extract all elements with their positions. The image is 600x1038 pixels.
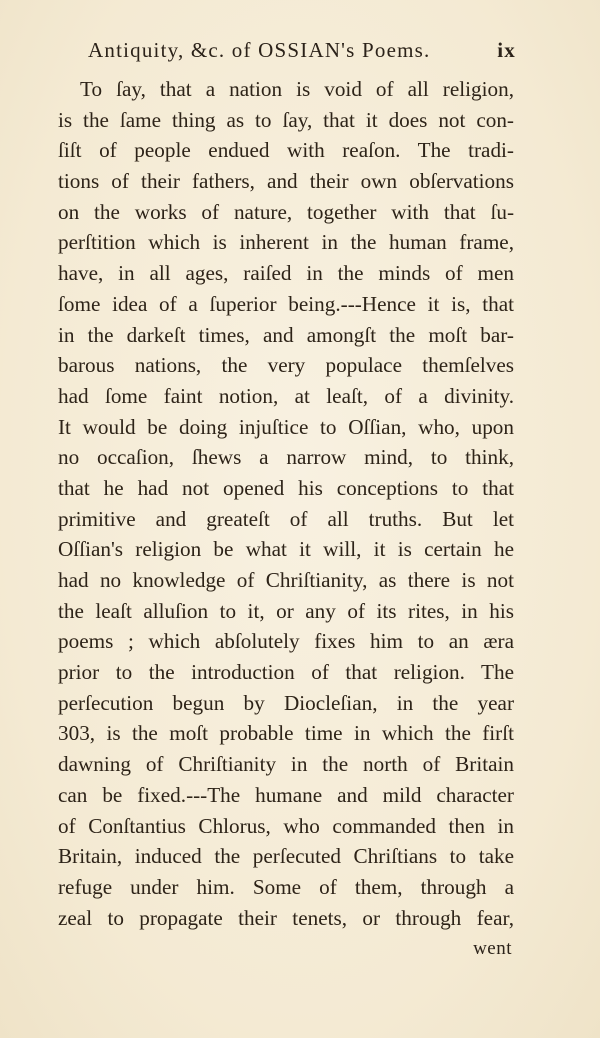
text-line: It would be doing injuſtice to Oſſian, who, upon [58, 414, 514, 439]
text-line: in the darkeſt times, and amongſt the moſt bar- [58, 322, 514, 347]
text-line: is the ſame thing as to ſay, that it does not con- [58, 107, 514, 132]
text-line: barous nations, the very populace themſelves [58, 353, 514, 378]
text-line: poems ; which abſolutely fixes him to an æra [58, 629, 514, 654]
text-line: refuge under him. Some of them, through a [58, 874, 514, 899]
text-line: on the works of nature, together with that ſu- [58, 199, 514, 224]
text-line: have, in all ages, raiſed in the minds of men [58, 261, 514, 286]
text-line: 303, is the moſt probable time in which the firſt [58, 721, 514, 746]
text-line: can be fixed.---The humane and mild character [58, 782, 514, 807]
text-line: dawning of Chriſtianity in the north of Britain [58, 752, 514, 777]
catchword: went [473, 938, 512, 959]
text-line: primitive and greateſt of all truths. But let [58, 506, 514, 531]
text-line: zeal to propagate their tenets, or through fear, [58, 905, 514, 930]
text-line: Oſſian's religion be what it will, it is certain he [58, 537, 514, 562]
text-line: prior to the introduction of that religion. The [58, 660, 514, 685]
text-line: perſtition which is inherent in the human frame, [58, 230, 514, 255]
text-line: had no knowledge of Chriſtianity, as there is not [58, 568, 514, 592]
text-line: Britain, induced the perſecuted Chriſtians to take [58, 844, 514, 869]
page-number: ix [497, 38, 516, 62]
text-line: To ſay, that a nation is void of all religion, [80, 77, 514, 101]
text-line: of Conſtantius Chlorus, who commanded then in [58, 813, 514, 838]
text-line: that he had not opened his conceptions to that [58, 475, 514, 500]
body-text [58, 74, 514, 933]
text-line: tions of their fathers, and their own obſervations [58, 169, 514, 194]
text-line: had ſome faint notion, at leaſt, of a divinity. [58, 383, 514, 408]
text-line: ſiſt of people endued with reaſon. The tradi- [58, 138, 514, 163]
text-line: perſecution begun by Diocleſian, in the year [58, 690, 514, 715]
text-line: no occaſion, ſhews a narrow mind, to think, [58, 445, 514, 470]
text-line: ſome idea of a ſuperior being.---Hence it is, that [58, 291, 514, 316]
running-head [88, 38, 516, 72]
text-line: the leaſt alluſion to it, or any of its rites, in his [58, 598, 514, 623]
running-head-title: Antiquity, &c. of OSSIAN's Poems. [88, 38, 431, 62]
